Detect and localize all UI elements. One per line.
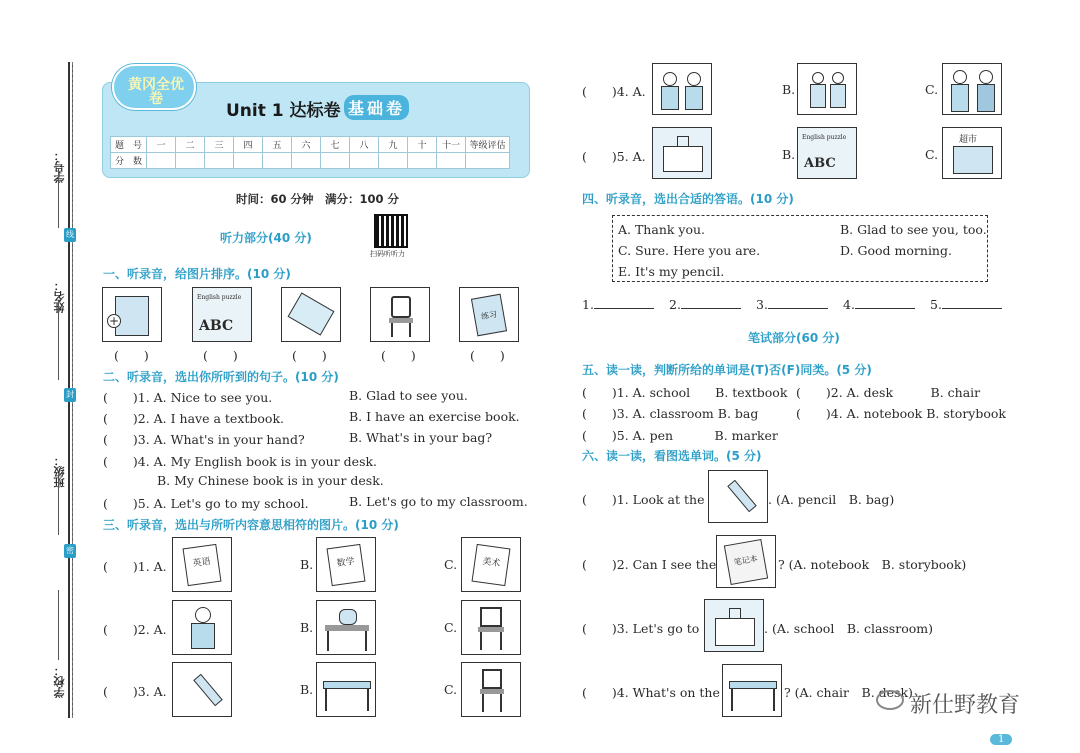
question-label[interactable]: ( )5. A. bbox=[582, 149, 646, 164]
score-table bbox=[110, 136, 510, 169]
option-label[interactable]: C. bbox=[444, 620, 458, 635]
written-heading: 笔试部分(60 分) bbox=[748, 331, 840, 345]
question-label[interactable]: ( )1. A. bbox=[103, 559, 167, 574]
option-label[interactable]: B. bbox=[782, 147, 796, 162]
answer-blank[interactable]: ( ) bbox=[114, 348, 149, 363]
score-cell[interactable] bbox=[321, 153, 350, 169]
chair-picture bbox=[461, 662, 521, 717]
question-label[interactable]: ( )2. A. bbox=[103, 622, 167, 637]
score-cell[interactable] bbox=[147, 153, 176, 169]
option-b[interactable]: B. What's in your bag? bbox=[349, 430, 493, 445]
notebook-label: 笔记本 bbox=[724, 539, 768, 585]
chair-bag-picture bbox=[461, 600, 521, 655]
market-label: 超市 bbox=[959, 135, 978, 145]
answer-option-b: B. Glad to see you, too. bbox=[840, 222, 987, 237]
question-row[interactable]: ( )1. A. Nice to see you. bbox=[103, 390, 273, 405]
desk-bag-picture bbox=[316, 600, 376, 655]
seal-secret: 密 bbox=[64, 544, 76, 558]
teachers-picture bbox=[942, 63, 1002, 115]
answer-blank[interactable]: ( ) bbox=[381, 348, 416, 363]
answer-option-e: E. It's my pencil. bbox=[618, 264, 725, 279]
puzzle-picture: English puzzle ABC bbox=[797, 127, 857, 179]
score-cell[interactable] bbox=[408, 153, 437, 169]
question-label[interactable]: ( )4. A. bbox=[582, 84, 646, 99]
answer-option-d: D. Good morning. bbox=[840, 243, 952, 258]
option-label[interactable]: B. bbox=[300, 620, 314, 635]
binding-margin bbox=[0, 0, 90, 753]
score-cell[interactable] bbox=[466, 153, 510, 169]
question-row[interactable]: ( )1. A. school B. textbook bbox=[582, 385, 788, 400]
math-book-picture bbox=[316, 537, 376, 592]
question-text[interactable]: ( )1. Look at the bbox=[582, 492, 705, 507]
logo-text: 黄冈全优卷 bbox=[128, 77, 184, 107]
children-picture bbox=[797, 63, 857, 115]
question-row[interactable]: ( )3. A. What's in your hand? bbox=[103, 432, 305, 447]
score-col: 六 bbox=[292, 137, 321, 153]
option-label[interactable]: B. bbox=[300, 557, 314, 572]
blank-number: 3. bbox=[756, 297, 768, 312]
score-col: 一 bbox=[147, 137, 176, 153]
score-col: 七 bbox=[321, 137, 350, 153]
name-label: 姓名： bbox=[53, 280, 66, 313]
score-col: 三 bbox=[205, 137, 234, 153]
hospital-picture: + bbox=[102, 287, 162, 342]
desk-picture bbox=[316, 662, 376, 717]
question-label[interactable]: ( )3. A. bbox=[103, 684, 167, 699]
option-b[interactable]: B. Let's go to my classroom. bbox=[349, 494, 528, 509]
section6-title: 六、读一读，看图选单词。(5 分) bbox=[582, 449, 762, 463]
option-label[interactable]: B. bbox=[782, 82, 796, 97]
notebook-picture bbox=[716, 535, 776, 588]
question-options[interactable]: ? (A. chair B. desk) bbox=[784, 685, 913, 700]
answer-blank[interactable]: ( ) bbox=[292, 348, 327, 363]
title-badge: 基础卷 bbox=[344, 95, 409, 120]
question-options[interactable]: ? (A. notebook B. storybook) bbox=[778, 557, 967, 572]
option-label[interactable]: C. bbox=[444, 557, 458, 572]
class-label: 班级： bbox=[53, 455, 66, 488]
question-text[interactable]: ( )3. Let's go to bbox=[582, 621, 700, 636]
qr-code bbox=[374, 214, 408, 248]
score-col: 四 bbox=[234, 137, 263, 153]
section2-title: 二、听录音，选出你所听到的句子。(10 分) bbox=[103, 370, 339, 384]
seal-line: 线 bbox=[64, 228, 76, 242]
pencil-picture bbox=[172, 662, 232, 717]
score-col: 等级评估 bbox=[466, 137, 510, 153]
puzzle-picture: English puzzle ABC bbox=[192, 287, 252, 342]
math-book-picture bbox=[281, 287, 341, 342]
exercise-book-picture bbox=[459, 287, 519, 342]
school-label: 学校： bbox=[53, 665, 66, 698]
score-cell[interactable] bbox=[205, 153, 234, 169]
page-number: 1 bbox=[990, 734, 1012, 745]
score-cell[interactable] bbox=[292, 153, 321, 169]
score-cell[interactable] bbox=[379, 153, 408, 169]
puzzle-label: English puzzle bbox=[802, 134, 847, 141]
question-row[interactable]: ( )4. A. notebook B. storybook bbox=[796, 406, 1006, 421]
section3-title: 三、听录音，选出与所听内容意思相符的图片。(10 分) bbox=[103, 518, 399, 532]
option-b[interactable]: B. My Chinese book is in your desk. bbox=[157, 473, 384, 488]
question-text[interactable]: ( )2. Can I see the bbox=[582, 557, 717, 572]
english-book-picture bbox=[172, 537, 232, 592]
blank-4[interactable] bbox=[843, 297, 915, 312]
wechat-icon bbox=[876, 690, 904, 710]
answer-option-a: A. Thank you. bbox=[618, 222, 706, 237]
people-greeting-picture bbox=[652, 63, 712, 115]
section5-title: 五、读一读，判断所给的单词是(T)否(F)同类。(5 分) bbox=[582, 363, 872, 377]
chair-picture bbox=[370, 287, 430, 342]
book-label: 数学 bbox=[327, 544, 366, 586]
option-label[interactable]: C. bbox=[925, 82, 939, 97]
question-row[interactable]: ( )5. A. Let's go to my school. bbox=[103, 496, 309, 511]
question-text[interactable]: ( )4. What's on the bbox=[582, 685, 720, 700]
qr-caption: 扫码听听力 bbox=[370, 250, 405, 258]
question-row[interactable]: ( )2. A. desk B. chair bbox=[796, 385, 981, 400]
section4-title: 四、听录音，选出合适的答语。(10 分) bbox=[582, 192, 794, 206]
blank-3[interactable] bbox=[756, 297, 828, 312]
option-b[interactable]: B. I have an exercise book. bbox=[349, 409, 520, 424]
book-label: 美术 bbox=[472, 544, 511, 586]
time-score-line: 时间：60 分钟 满分：100 分 bbox=[236, 192, 400, 206]
page-title: Unit 1 达标卷 bbox=[226, 101, 341, 121]
score-cell[interactable] bbox=[234, 153, 263, 169]
option-label[interactable]: B. bbox=[300, 682, 314, 697]
score-col: 十一 bbox=[437, 137, 466, 153]
score-cell[interactable] bbox=[263, 153, 292, 169]
blank-number: 2. bbox=[669, 297, 681, 312]
question-row[interactable]: ( )3. A. classroom B. bag bbox=[582, 406, 759, 421]
score-col: 二 bbox=[176, 137, 205, 153]
student-id-label: 学号： bbox=[53, 150, 66, 183]
blank-1[interactable] bbox=[582, 297, 654, 312]
question-row[interactable]: ( )5. A. pen B. marker bbox=[582, 428, 778, 443]
answer-blank[interactable]: ( ) bbox=[470, 348, 505, 363]
score-row-label: 题 号 bbox=[111, 137, 147, 153]
question-row[interactable]: ( )4. A. My English book is in your desk. bbox=[103, 454, 378, 469]
watermark: 新仕野教育 bbox=[910, 693, 1021, 718]
score-cell[interactable] bbox=[350, 153, 379, 169]
option-b[interactable]: B. Glad to see you. bbox=[349, 388, 468, 403]
score-col: 五 bbox=[263, 137, 292, 153]
section1-title: 一、听录音，给图片排序。(10 分) bbox=[103, 267, 291, 281]
puzzle-label: English puzzle bbox=[197, 294, 242, 301]
blank-number: 4. bbox=[843, 297, 855, 312]
seal-seal: 封 bbox=[64, 388, 76, 402]
listening-heading: 听力部分(40 分) bbox=[220, 231, 312, 245]
option-label[interactable]: C. bbox=[925, 147, 939, 162]
school-picture bbox=[704, 599, 764, 652]
score-col: 八 bbox=[350, 137, 379, 153]
question-options[interactable]: . (A. school B. classroom) bbox=[764, 621, 933, 636]
answer-option-c: C. Sure. Here you are. bbox=[618, 243, 761, 258]
blank-5[interactable] bbox=[930, 297, 1002, 312]
question-row[interactable]: ( )2. A. I have a textbook. bbox=[103, 411, 284, 426]
score-cell[interactable] bbox=[176, 153, 205, 169]
answer-blank[interactable]: ( ) bbox=[203, 348, 238, 363]
student-picture bbox=[172, 600, 232, 655]
pencil-picture bbox=[708, 470, 768, 523]
score-row-label: 分 数 bbox=[111, 153, 147, 169]
art-book-picture bbox=[461, 537, 521, 592]
exercise-label: 练习 bbox=[471, 294, 507, 337]
blank-2[interactable] bbox=[669, 297, 741, 312]
blank-number: 1. bbox=[582, 297, 594, 312]
blank-number: 5. bbox=[930, 297, 942, 312]
score-cell[interactable] bbox=[437, 153, 466, 169]
desk-picture bbox=[722, 664, 782, 717]
score-col: 十 bbox=[408, 137, 437, 153]
book-label: 英语 bbox=[183, 544, 222, 586]
option-label[interactable]: C. bbox=[444, 682, 458, 697]
question-options[interactable]: . (A. pencil B. bag) bbox=[768, 492, 895, 507]
supermarket-picture bbox=[942, 127, 1002, 179]
school-picture bbox=[652, 127, 712, 179]
score-col: 九 bbox=[379, 137, 408, 153]
